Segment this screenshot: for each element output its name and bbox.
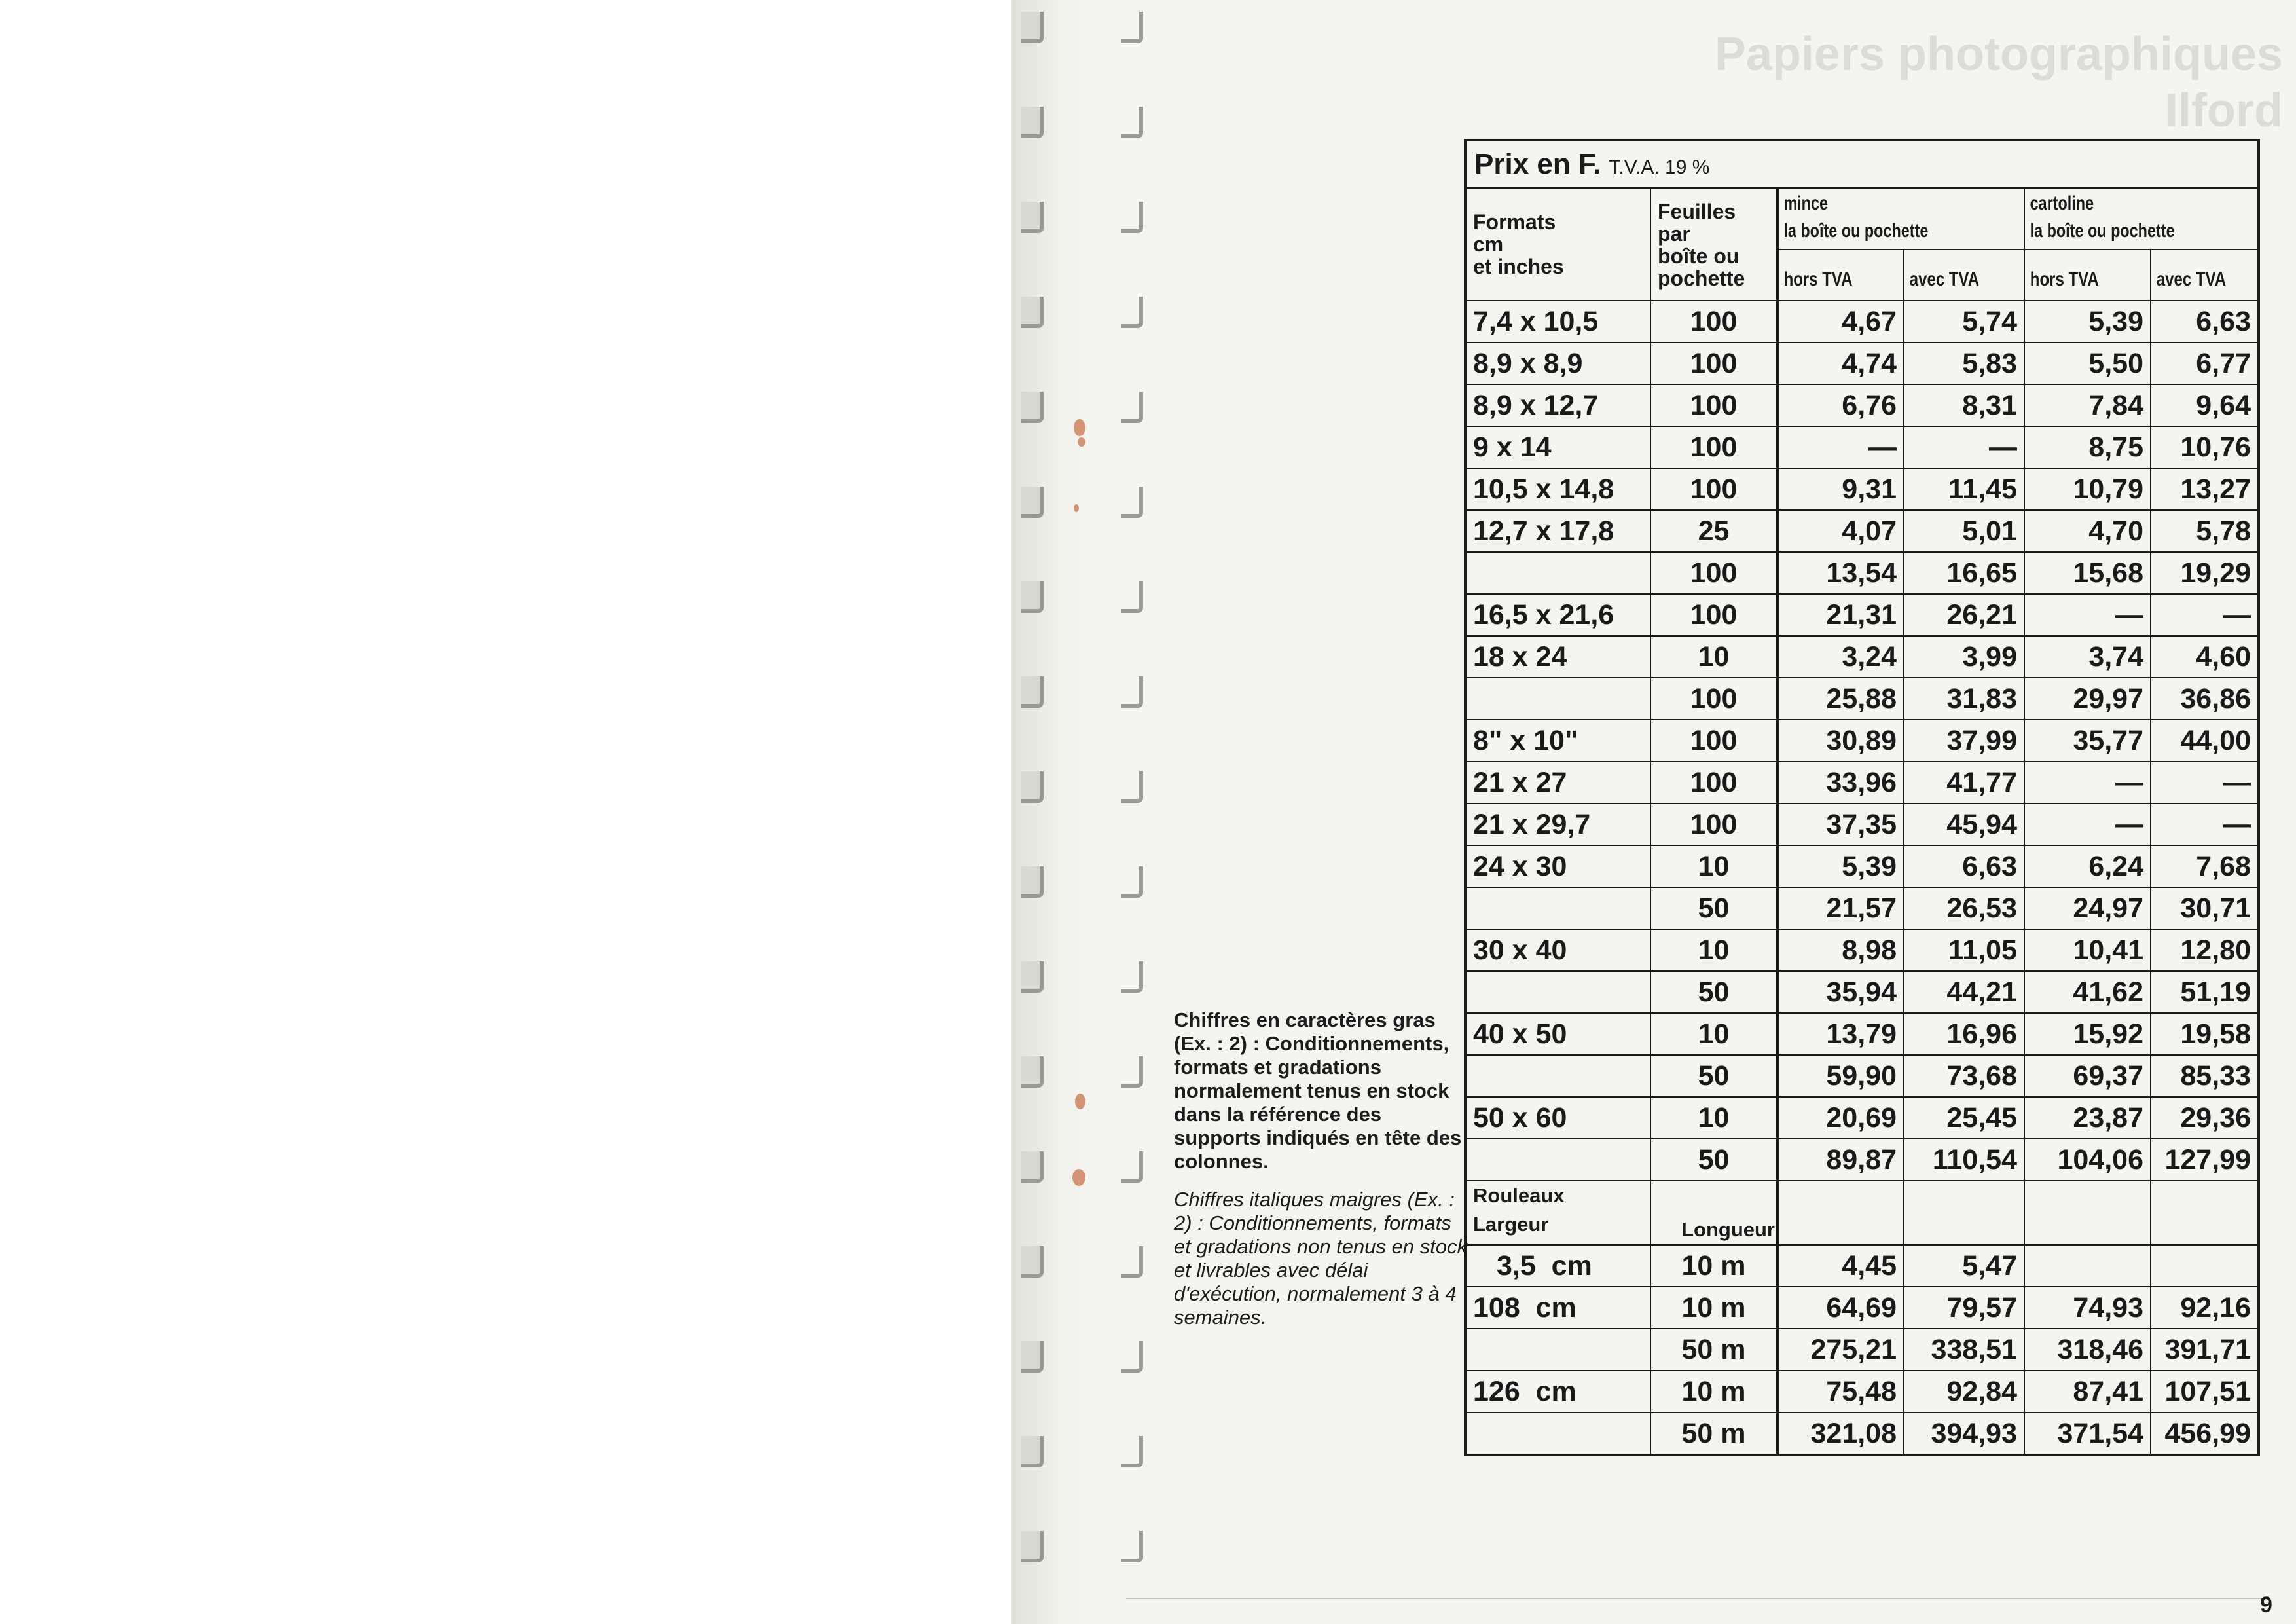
cartoline-hors-tva-cell: 24,97 <box>2024 887 2151 929</box>
cartoline-avec-tva-cell: 10,76 <box>2151 426 2259 468</box>
table-row <box>1465 1013 2259 1055</box>
format-cell: 21 x 29,7 <box>1465 803 1650 845</box>
table-row <box>1465 720 2259 762</box>
cartoline-hors-tva-cell: 41,62 <box>2024 971 2151 1013</box>
binding-ring-icon <box>1121 676 1143 708</box>
format-cell: 9 x 14 <box>1465 426 1650 468</box>
table-row <box>1465 552 2259 594</box>
header-feuilles: Feuilles par boîte ou pochette <box>1650 188 1777 301</box>
mince-avec-tva-cell: 44,21 <box>1904 971 2024 1013</box>
roll-length-cell: 10 m <box>1650 1287 1777 1329</box>
cartoline-hors-tva-cell: 10,41 <box>2024 929 2151 971</box>
table-row <box>1465 803 2259 845</box>
cartoline-hors-tva-cell: — <box>2024 594 2151 636</box>
format-cell: 18 x 24 <box>1465 636 1650 678</box>
mince-hors-tva-cell: 4,45 <box>1777 1245 1904 1287</box>
format-cell <box>1465 1055 1650 1097</box>
format-cell: 12,7 x 17,8 <box>1465 510 1650 552</box>
roll-length-cell: 10 m <box>1650 1371 1777 1412</box>
quantity-cell: 10 <box>1650 1097 1777 1139</box>
cartoline-avec-tva-cell: 391,71 <box>2151 1329 2259 1371</box>
binding-ring-icon <box>1121 1151 1143 1183</box>
binding-ring-icon <box>1021 297 1044 328</box>
binding-ring-icon <box>1121 1056 1143 1088</box>
format-cell <box>1465 1139 1650 1181</box>
table-row <box>1465 887 2259 929</box>
format-cell <box>1465 678 1650 720</box>
format-cell: 21 x 27 <box>1465 762 1650 803</box>
cartoline-hors-tva-cell: 74,93 <box>2024 1287 2151 1329</box>
format-cell: 16,5 x 21,6 <box>1465 594 1650 636</box>
cartoline-hors-tva-cell: 4,70 <box>2024 510 2151 552</box>
cartoline-avec-tva-cell: — <box>2151 594 2259 636</box>
mince-hors-tva-cell: 21,31 <box>1777 594 1904 636</box>
mince-avec-tva-cell: 26,21 <box>1904 594 2024 636</box>
roll-width-cell <box>1465 1412 1650 1455</box>
cartoline-hors-tva-cell: — <box>2024 762 2151 803</box>
empty-cell <box>1904 1181 2024 1245</box>
empty-cell <box>2151 1181 2259 1245</box>
binding-ring-icon <box>1021 1531 1044 1562</box>
quantity-cell: 50 <box>1650 887 1777 929</box>
mince-hors-tva-cell: 21,57 <box>1777 887 1904 929</box>
cartoline-hors-tva-cell: — <box>2024 803 2151 845</box>
cartoline-hors-tva-cell: 15,68 <box>2024 552 2151 594</box>
binding-ring-icon <box>1121 866 1143 898</box>
binding-ring-icon <box>1021 12 1044 43</box>
roll-width-cell: 3,5 cm <box>1465 1245 1650 1287</box>
binding-ring-icon <box>1021 107 1044 138</box>
quantity-cell: 25 <box>1650 510 1777 552</box>
table-row <box>1465 678 2259 720</box>
cartoline-hors-tva-cell: 15,92 <box>2024 1013 2151 1055</box>
cartoline-avec-tva-cell: 9,64 <box>2151 384 2259 426</box>
cartoline-hors-tva-cell: 35,77 <box>2024 720 2151 762</box>
cartoline-hors-tva-cell: 29,97 <box>2024 678 2151 720</box>
table-row <box>1465 594 2259 636</box>
binding-ring-icon <box>1121 202 1143 233</box>
mince-avec-tva-cell: 79,57 <box>1904 1287 2024 1329</box>
binding-ring-icon <box>1121 581 1143 613</box>
header-mince-avec-tva: avec TVA <box>1904 249 2000 301</box>
format-cell: 8" x 10" <box>1465 720 1650 762</box>
header-mince: mince la boîte ou pochette <box>1777 188 1970 249</box>
cartoline-avec-tva-cell: 6,63 <box>2151 301 2259 342</box>
table-row <box>1465 342 2259 384</box>
binding-ring-icon <box>1121 392 1143 423</box>
binding-ring-icon <box>1121 1436 1143 1467</box>
mince-hors-tva-cell: 75,48 <box>1777 1371 1904 1412</box>
quantity-cell: 10 <box>1650 929 1777 971</box>
table-row <box>1465 971 2259 1013</box>
binding-gutter <box>1011 0 1084 1624</box>
mince-avec-tva-cell: 16,65 <box>1904 552 2024 594</box>
cartoline-avec-tva-cell: 5,78 <box>2151 510 2259 552</box>
price-table <box>1464 139 2260 1456</box>
bleed-through-title: Papiers photographiques Ilford <box>1714 28 2283 137</box>
binding-ring-icon <box>1021 392 1044 423</box>
binding-ring-icon <box>1021 866 1044 898</box>
mince-avec-tva-cell: 110,54 <box>1904 1139 2024 1181</box>
quantity-cell: 50 <box>1650 1055 1777 1097</box>
cartoline-hors-tva-cell: 5,39 <box>2024 301 2151 342</box>
mince-hors-tva-cell: 37,35 <box>1777 803 1904 845</box>
rolls-header-row <box>1465 1181 2259 1245</box>
mince-avec-tva-cell: 8,31 <box>1904 384 2024 426</box>
table-row <box>1465 1139 2259 1181</box>
format-cell: 8,9 x 12,7 <box>1465 384 1650 426</box>
header-cartoline: cartoline la boîte ou pochette <box>2024 188 2207 249</box>
binding-ring-icon <box>1021 1436 1044 1467</box>
mince-avec-tva-cell: 41,77 <box>1904 762 2024 803</box>
cartoline-avec-tva-cell: 92,16 <box>2151 1287 2259 1329</box>
table-title <box>1465 140 2259 188</box>
header-mince-hors-tva: hors TVA <box>1777 249 1878 301</box>
mince-hors-tva-cell: 8,98 <box>1777 929 1904 971</box>
binding-ring-icon <box>1021 771 1044 803</box>
cartoline-hors-tva-cell: 318,46 <box>2024 1329 2151 1371</box>
mince-hors-tva-cell: 89,87 <box>1777 1139 1904 1181</box>
mince-avec-tva-cell: 5,01 <box>1904 510 2024 552</box>
format-cell: 30 x 40 <box>1465 929 1650 971</box>
format-cell: 8,9 x 8,9 <box>1465 342 1650 384</box>
mince-hors-tva-cell: 3,24 <box>1777 636 1904 678</box>
header-cartoline-hors-tva: hors TVA <box>2024 249 2125 301</box>
binding-ring-icon <box>1021 487 1044 518</box>
binding-ring-icon <box>1121 12 1143 43</box>
mince-hors-tva-cell: 4,07 <box>1777 510 1904 552</box>
roll-length-cell: 10 m <box>1650 1245 1777 1287</box>
quantity-cell: 10 <box>1650 636 1777 678</box>
cartoline-avec-tva-cell: 127,99 <box>2151 1139 2259 1181</box>
quantity-cell: 50 <box>1650 1139 1777 1181</box>
mince-hors-tva-cell: 275,21 <box>1777 1329 1904 1371</box>
binding-ring-icon <box>1021 961 1044 993</box>
binding-ring-icon <box>1121 297 1143 328</box>
quantity-cell: 100 <box>1650 342 1777 384</box>
cartoline-hors-tva-cell: 69,37 <box>2024 1055 2151 1097</box>
rust-spot <box>1078 437 1085 447</box>
rust-spot <box>1074 419 1085 436</box>
title-main: Prix en F. <box>1474 148 1601 180</box>
cartoline-hors-tva-cell: 371,54 <box>2024 1412 2151 1455</box>
page-number: 9 <box>2260 1593 2272 1617</box>
format-cell <box>1465 552 1650 594</box>
header-formats: Formats cm et inches <box>1465 188 1650 301</box>
roll-width-cell: 126 cm <box>1465 1371 1650 1412</box>
rolls-longueur-header: Longueur <box>1650 1181 1777 1245</box>
mince-hors-tva-cell: 35,94 <box>1777 971 1904 1013</box>
format-cell: 50 x 60 <box>1465 1097 1650 1139</box>
cartoline-avec-tva-cell <box>2151 1245 2259 1287</box>
mince-avec-tva-cell: 11,45 <box>1904 468 2024 510</box>
mince-avec-tva-cell: 73,68 <box>1904 1055 2024 1097</box>
cartoline-hors-tva-cell: 3,74 <box>2024 636 2151 678</box>
mince-hors-tva-cell: 9,31 <box>1777 468 1904 510</box>
header-cartoline-avec-tva: avec TVA <box>2151 249 2237 301</box>
cartoline-hors-tva-cell: 23,87 <box>2024 1097 2151 1139</box>
cartoline-avec-tva-cell: 13,27 <box>2151 468 2259 510</box>
mince-hors-tva-cell: 6,76 <box>1777 384 1904 426</box>
cartoline-avec-tva-cell: 30,71 <box>2151 887 2259 929</box>
mince-hors-tva-cell: 13,54 <box>1777 552 1904 594</box>
table-row <box>1465 1055 2259 1097</box>
table-row <box>1465 468 2259 510</box>
quantity-cell: 10 <box>1650 845 1777 887</box>
mince-hors-tva-cell: 59,90 <box>1777 1055 1904 1097</box>
cartoline-hors-tva-cell: 10,79 <box>2024 468 2151 510</box>
binding-ring-icon <box>1021 1056 1044 1088</box>
cartoline-avec-tva-cell: 44,00 <box>2151 720 2259 762</box>
roll-width-cell <box>1465 1329 1650 1371</box>
mince-avec-tva-cell: 37,99 <box>1904 720 2024 762</box>
mince-avec-tva-cell: 31,83 <box>1904 678 2024 720</box>
cartoline-avec-tva-cell: — <box>2151 762 2259 803</box>
mince-avec-tva-cell: 16,96 <box>1904 1013 2024 1055</box>
quantity-cell: 100 <box>1650 803 1777 845</box>
cartoline-avec-tva-cell: 107,51 <box>2151 1371 2259 1412</box>
table-row <box>1465 1287 2259 1329</box>
rust-spot <box>1072 1169 1085 1186</box>
format-cell: 40 x 50 <box>1465 1013 1650 1055</box>
cartoline-avec-tva-cell: 36,86 <box>2151 678 2259 720</box>
format-cell <box>1465 887 1650 929</box>
mince-hors-tva-cell: 321,08 <box>1777 1412 1904 1455</box>
quantity-cell: 100 <box>1650 552 1777 594</box>
quantity-cell: 100 <box>1650 762 1777 803</box>
quantity-cell: 100 <box>1650 384 1777 426</box>
cartoline-avec-tva-cell: 19,58 <box>2151 1013 2259 1055</box>
table-row <box>1465 510 2259 552</box>
cartoline-avec-tva-cell: 456,99 <box>2151 1412 2259 1455</box>
roll-length-cell: 50 m <box>1650 1329 1777 1371</box>
format-cell: 7,4 x 10,5 <box>1465 301 1650 342</box>
mince-avec-tva-cell: 5,47 <box>1904 1245 2024 1287</box>
table-row <box>1465 1412 2259 1455</box>
title-tva: T.V.A. 19 % <box>1609 157 1710 178</box>
italic-figures-note: Chiffres italiques maigres (Ex. : 2) : Conditionnements, formats et gradations non tenus en stock et livrables avec délai d'exécution, normalement 3 à 4 semaines. <box>1174 1188 1468 1329</box>
empty-cell <box>1777 1181 1904 1245</box>
quantity-cell: 100 <box>1650 594 1777 636</box>
mince-hors-tva-cell: 5,39 <box>1777 845 1904 887</box>
binding-ring-icon <box>1021 1341 1044 1373</box>
binding-ring-icon <box>1021 1151 1044 1183</box>
table-row <box>1465 426 2259 468</box>
mince-avec-tva-cell: 3,99 <box>1904 636 2024 678</box>
table-row <box>1465 636 2259 678</box>
mince-hors-tva-cell: 30,89 <box>1777 720 1904 762</box>
mince-hors-tva-cell: 33,96 <box>1777 762 1904 803</box>
binding-ring-icon <box>1021 676 1044 708</box>
cartoline-avec-tva-cell: 4,60 <box>2151 636 2259 678</box>
mince-hors-tva-cell: 64,69 <box>1777 1287 1904 1329</box>
quantity-cell: 100 <box>1650 301 1777 342</box>
mince-avec-tva-cell: 338,51 <box>1904 1329 2024 1371</box>
binding-ring-icon <box>1121 107 1143 138</box>
table-row <box>1465 762 2259 803</box>
table-row <box>1465 845 2259 887</box>
bottom-rule <box>1126 1598 2270 1599</box>
cartoline-hors-tva-cell: 5,50 <box>2024 342 2151 384</box>
table-row <box>1465 1371 2259 1412</box>
binding-ring-icon <box>1121 1531 1143 1562</box>
cartoline-hors-tva-cell: 87,41 <box>2024 1371 2151 1412</box>
cartoline-avec-tva-cell: 6,77 <box>2151 342 2259 384</box>
rust-spot <box>1074 504 1079 512</box>
bold-figures-note: Chiffres en caractères gras (Ex. : 2) : Conditionnements, formats et gradations normalement tenus en stock dans la référence des supports indiqués en tête des colonnes. <box>1174 1008 1462 1173</box>
legend-note <box>1174 1008 1468 1329</box>
mince-hors-tva-cell: 4,67 <box>1777 301 1904 342</box>
mince-hors-tva-cell: 20,69 <box>1777 1097 1904 1139</box>
mince-avec-tva-cell: 25,45 <box>1904 1097 2024 1139</box>
mince-hors-tva-cell: 4,74 <box>1777 342 1904 384</box>
mince-hors-tva-cell: 25,88 <box>1777 678 1904 720</box>
cartoline-avec-tva-cell: 29,36 <box>2151 1097 2259 1139</box>
rolls-largeur-header: Rouleaux Largeur <box>1465 1181 1650 1245</box>
cartoline-hors-tva-cell: 7,84 <box>2024 384 2151 426</box>
cartoline-avec-tva-cell: 85,33 <box>2151 1055 2259 1097</box>
table-row <box>1465 301 2259 342</box>
mince-avec-tva-cell: 6,63 <box>1904 845 2024 887</box>
mince-avec-tva-cell: — <box>1904 426 2024 468</box>
table-row <box>1465 929 2259 971</box>
quantity-cell: 100 <box>1650 468 1777 510</box>
mince-avec-tva-cell: 45,94 <box>1904 803 2024 845</box>
cartoline-avec-tva-cell: 51,19 <box>2151 971 2259 1013</box>
quantity-cell: 50 <box>1650 971 1777 1013</box>
roll-width-cell: 108 cm <box>1465 1287 1650 1329</box>
table-row <box>1465 1245 2259 1287</box>
binding-ring-icon <box>1121 1341 1143 1373</box>
table-row <box>1465 1329 2259 1371</box>
mince-avec-tva-cell: 92,84 <box>1904 1371 2024 1412</box>
format-cell: 24 x 30 <box>1465 845 1650 887</box>
cartoline-avec-tva-cell: 12,80 <box>2151 929 2259 971</box>
mince-avec-tva-cell: 394,93 <box>1904 1412 2024 1455</box>
empty-cell <box>2024 1181 2151 1245</box>
cartoline-hors-tva-cell: 8,75 <box>2024 426 2151 468</box>
binding-ring-icon <box>1021 202 1044 233</box>
binding-ring-icon <box>1121 487 1143 518</box>
roll-length-cell: 50 m <box>1650 1412 1777 1455</box>
mince-hors-tva-cell: — <box>1777 426 1904 468</box>
cartoline-avec-tva-cell: 19,29 <box>2151 552 2259 594</box>
quantity-cell: 100 <box>1650 426 1777 468</box>
cartoline-hors-tva-cell: 104,06 <box>2024 1139 2151 1181</box>
binding-ring-icon <box>1121 1246 1143 1278</box>
cartoline-avec-tva-cell: — <box>2151 803 2259 845</box>
binding-ring-icon <box>1021 1246 1044 1278</box>
quantity-cell: 10 <box>1650 1013 1777 1055</box>
format-cell: 10,5 x 14,8 <box>1465 468 1650 510</box>
mince-avec-tva-cell: 11,05 <box>1904 929 2024 971</box>
mince-avec-tva-cell: 26,53 <box>1904 887 2024 929</box>
binding-ring-icon <box>1121 771 1143 803</box>
cartoline-hors-tva-cell <box>2024 1245 2151 1287</box>
mince-avec-tva-cell: 5,83 <box>1904 342 2024 384</box>
quantity-cell: 100 <box>1650 720 1777 762</box>
mince-avec-tva-cell: 5,74 <box>1904 301 2024 342</box>
table-row <box>1465 1097 2259 1139</box>
binding-ring-icon <box>1021 581 1044 613</box>
rust-spot <box>1075 1094 1085 1109</box>
format-cell <box>1465 971 1650 1013</box>
mince-hors-tva-cell: 13,79 <box>1777 1013 1904 1055</box>
quantity-cell: 100 <box>1650 678 1777 720</box>
cartoline-avec-tva-cell: 7,68 <box>2151 845 2259 887</box>
table-row <box>1465 384 2259 426</box>
binding-ring-icon <box>1121 961 1143 993</box>
cartoline-hors-tva-cell: 6,24 <box>2024 845 2151 887</box>
